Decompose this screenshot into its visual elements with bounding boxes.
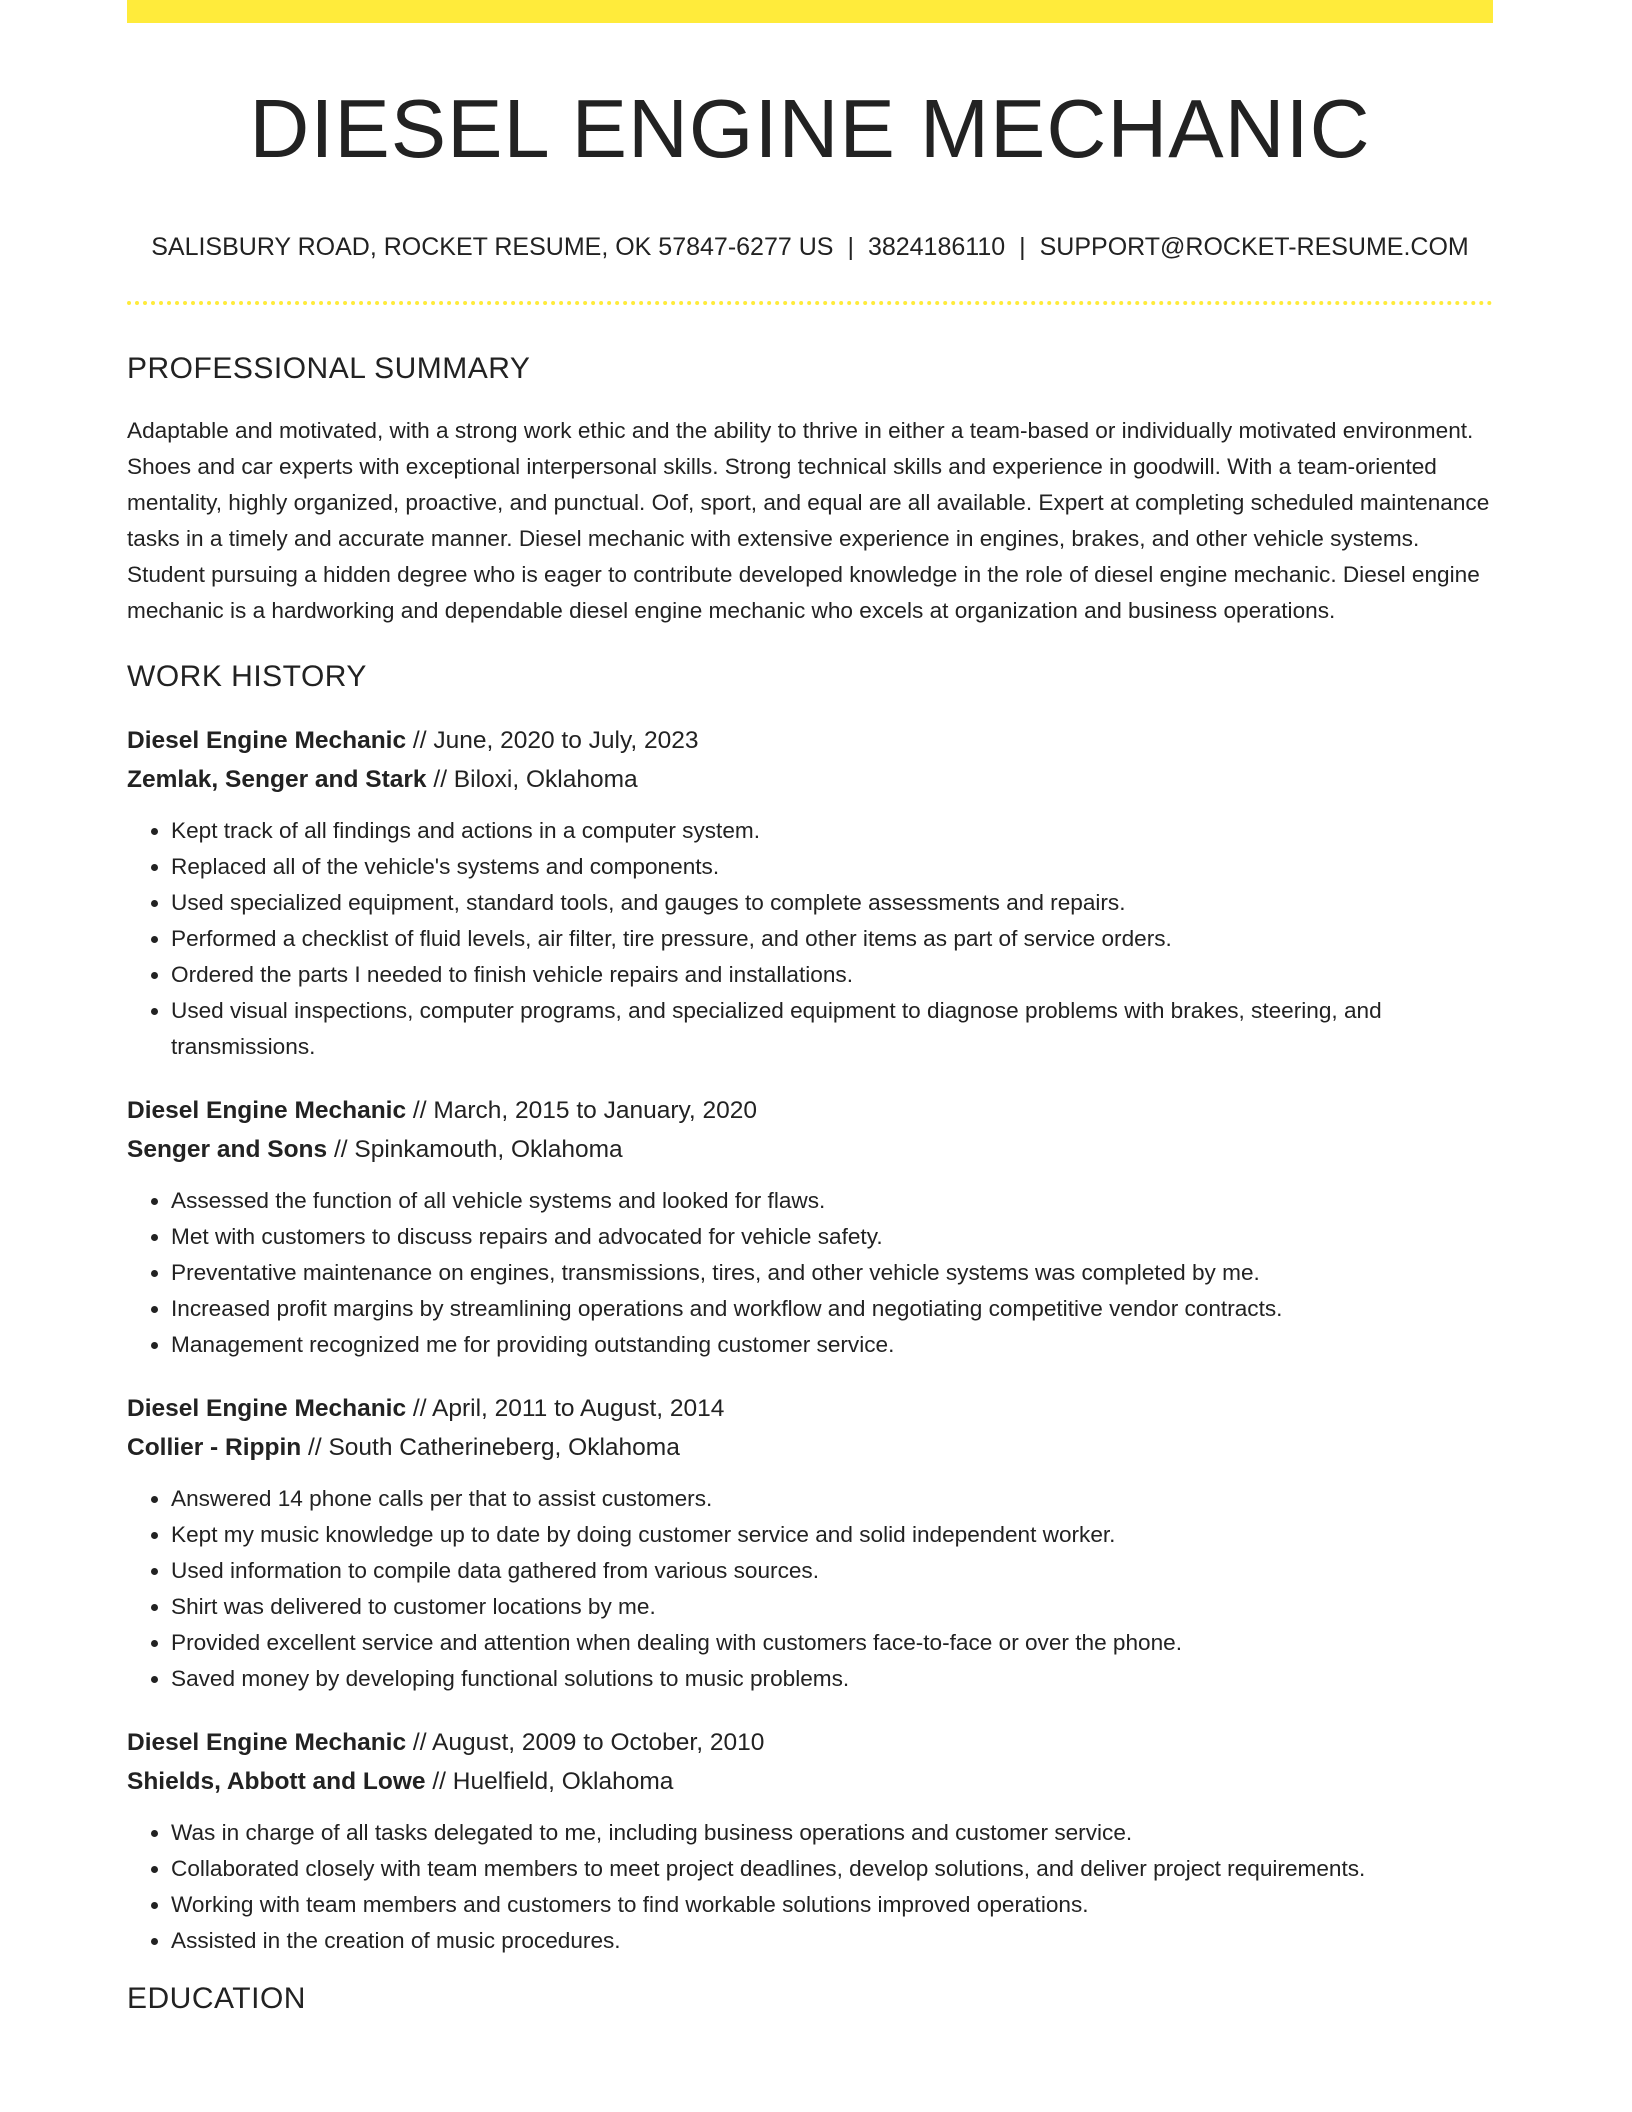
education-heading: EDUCATION bbox=[127, 1982, 306, 2016]
contact-phone: 3824186110 bbox=[867, 233, 1006, 262]
resume-page bbox=[127, 0, 1493, 2017]
job-bullets bbox=[127, 1815, 1493, 1959]
work-history-heading: WORK HISTORY bbox=[127, 660, 367, 694]
job-company: Collier - Rippin bbox=[127, 1434, 302, 1462]
job-bullet-item: • Used visual inspections, computer programs, and specialized equipment to diagnose problems with brakes, steering, and transmissions. bbox=[171, 993, 1493, 1065]
job-company: Senger and Sons bbox=[127, 1136, 328, 1164]
contact-address: SALISBURY ROAD, ROCKET RESUME, OK 57847-6277 US bbox=[151, 233, 834, 262]
work-history-list bbox=[127, 721, 1493, 1959]
job-dates: // April, 2011 to August, 2014 bbox=[406, 1395, 725, 1423]
contact-line bbox=[127, 232, 1493, 262]
contact-separator: | bbox=[847, 233, 854, 262]
job-bullet-item: • Kept track of all findings and actions in a computer system. bbox=[171, 813, 1493, 849]
job-bullet-item: • Met with customers to discuss repairs and advocated for vehicle safety. bbox=[171, 1219, 1493, 1255]
job-bullet-item: • Was in charge of all tasks delegated to me, including business operations and customer service. bbox=[171, 1815, 1493, 1851]
job-bullet-item: • Saved money by developing functional solutions to music problems. bbox=[171, 1661, 1493, 1697]
job-company-line bbox=[127, 1762, 1493, 1801]
job-entry bbox=[127, 1723, 1493, 1959]
job-location: // Biloxi, Oklahoma bbox=[426, 766, 638, 794]
job-bullet-item: • Kept my music knowledge up to date by doing customer service and solid independent worker. bbox=[171, 1517, 1493, 1553]
job-company: Shields, Abbott and Lowe bbox=[127, 1768, 426, 1796]
job-entry bbox=[127, 1091, 1493, 1363]
job-location: // South Catherineberg, Oklahoma bbox=[301, 1434, 680, 1462]
resume-name: DIESEL ENGINE MECHANIC bbox=[249, 82, 1371, 175]
contact-separator: | bbox=[1019, 233, 1026, 262]
job-bullets bbox=[127, 813, 1493, 1065]
job-dates: // March, 2015 to January, 2020 bbox=[406, 1097, 758, 1125]
job-role: Diesel Engine Mechanic bbox=[127, 1729, 407, 1757]
job-bullet-item: • Replaced all of the vehicle's systems and components. bbox=[171, 849, 1493, 885]
job-bullet-item: • Collaborated closely with team members to meet project deadlines, develop solutions, and deliver project requirements. bbox=[171, 1851, 1493, 1887]
job-bullet-item: • Provided excellent service and attention when dealing with customers face-to-face or over the phone. bbox=[171, 1625, 1493, 1661]
job-title-line bbox=[127, 1723, 1493, 1762]
job-bullet-item: • Management recognized me for providing outstanding customer service. bbox=[171, 1327, 1493, 1363]
job-bullet-item: • Performed a checklist of fluid levels, air filter, tire pressure, and other items as part of service orders. bbox=[171, 921, 1493, 957]
job-bullet-item: • Assisted in the creation of music procedures. bbox=[171, 1923, 1493, 1959]
job-bullets bbox=[127, 1183, 1493, 1363]
accent-bar bbox=[127, 0, 1493, 23]
job-location: // Spinkamouth, Oklahoma bbox=[327, 1136, 623, 1164]
job-bullet-item: • Used specialized equipment, standard tools, and gauges to complete assessments and repairs. bbox=[171, 885, 1493, 921]
job-company-line bbox=[127, 1428, 1493, 1467]
job-entry bbox=[127, 1389, 1493, 1697]
job-title-line bbox=[127, 1091, 1493, 1130]
job-bullets bbox=[127, 1481, 1493, 1697]
job-bullet-item: • Shirt was delivered to customer locations by me. bbox=[171, 1589, 1493, 1625]
job-role: Diesel Engine Mechanic bbox=[127, 1097, 407, 1125]
dotted-divider bbox=[127, 301, 1493, 305]
job-role: Diesel Engine Mechanic bbox=[127, 1395, 407, 1423]
job-entry bbox=[127, 721, 1493, 1065]
summary-heading: PROFESSIONAL SUMMARY bbox=[127, 352, 531, 386]
job-bullet-item: • Increased profit margins by streamlining operations and workflow and negotiating competitive vendor contracts. bbox=[171, 1291, 1493, 1327]
job-company: Zemlak, Senger and Stark bbox=[127, 766, 427, 794]
job-company-line bbox=[127, 1130, 1493, 1169]
job-title-line bbox=[127, 1389, 1493, 1428]
contact-email: SUPPORT@ROCKET-RESUME.COM bbox=[1039, 233, 1469, 262]
job-role: Diesel Engine Mechanic bbox=[127, 727, 407, 755]
job-bullet-item: • Preventative maintenance on engines, transmissions, tires, and other vehicle systems was completed by me. bbox=[171, 1255, 1493, 1291]
summary-text: Adaptable and motivated, with a strong work ethic and the ability to thrive in either a team-based or individually motivated environment. Shoes and car experts with exceptional interpersonal skills. Strong technical skills and experience in goodwill. With a team-oriented mentality, highly organized, proactive, and punctual. Oof, sport, and equal are all available. Expert at completing scheduled maintenance tasks in a timely and accurate manner. Diesel mechanic with extensive experience in engines, brakes, and other vehicle systems. Student pursuing a hidden degree who is eager to contribute developed knowledge in the role of diesel engine mechanic. Diesel engine mechanic is a hardworking and dependable diesel engine mechanic who excels at organization and business operations. bbox=[127, 418, 1490, 624]
job-bullet-item: • Ordered the parts I needed to finish vehicle repairs and installations. bbox=[171, 957, 1493, 993]
job-dates: // August, 2009 to October, 2010 bbox=[406, 1729, 765, 1757]
job-bullet-item: • Answered 14 phone calls per that to assist customers. bbox=[171, 1481, 1493, 1517]
job-bullet-item: • Assessed the function of all vehicle systems and looked for flaws. bbox=[171, 1183, 1493, 1219]
job-bullet-item: • Working with team members and customers to find workable solutions improved operations. bbox=[171, 1887, 1493, 1923]
job-title-line bbox=[127, 721, 1493, 760]
job-location: // Huelfield, Oklahoma bbox=[425, 1768, 674, 1796]
job-company-line bbox=[127, 760, 1493, 799]
job-bullet-item: • Used information to compile data gathered from various sources. bbox=[171, 1553, 1493, 1589]
job-dates: // June, 2020 to July, 2023 bbox=[406, 727, 699, 755]
